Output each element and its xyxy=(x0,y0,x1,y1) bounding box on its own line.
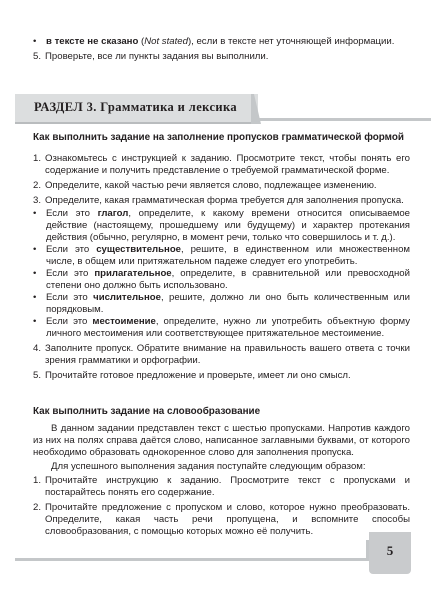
item-text: Прочитайте готовое предложение и проверьте, имеет ли оно смысл. xyxy=(45,370,351,381)
number-marker: 2. xyxy=(33,180,42,191)
bullet-marker: • xyxy=(33,36,37,47)
number-marker: 5. xyxy=(33,370,42,381)
word-formation-heading: Как выполнить задание на словообразование xyxy=(33,406,261,417)
bold-term: прилагательное xyxy=(94,268,172,279)
item-text: Определите, какой частью речи является слово, подлежащее изменению. xyxy=(45,180,377,191)
list-item xyxy=(33,51,410,63)
list-item xyxy=(33,502,410,538)
gap-fill-section xyxy=(33,132,410,382)
word-formation-section xyxy=(33,406,410,538)
text-fragment: Если это xyxy=(46,244,97,255)
bullet-marker: • xyxy=(33,244,37,255)
text-fragment: , решите, должно ли оно быть количественным или порядковым. xyxy=(46,292,411,315)
text-fragment: Если это xyxy=(46,316,93,327)
bold-term: в тексте не сказано xyxy=(46,36,139,47)
bold-term: глагол xyxy=(97,208,129,219)
italic-term: Not stated xyxy=(144,36,188,47)
text-fragment: , определите, нужно ли употребить объектную форму личного местоимения или соответствующее притяжательное местоимение. xyxy=(46,316,410,339)
bold-term: местоимение xyxy=(92,316,156,327)
list-item xyxy=(33,195,410,207)
item-text: Проверьте, все ли пункты задания вы выполнили. xyxy=(45,51,269,62)
section-title: РАЗДЕЛ 3. Грамматика и лексика xyxy=(34,100,238,114)
text-fragment: ( xyxy=(138,36,145,47)
list-item xyxy=(33,208,410,244)
text-fragment: , решите, в единственном или множественном числе, в общем или притяжательном падеже следует его употребить. xyxy=(46,244,411,267)
list-item xyxy=(33,316,410,340)
item-text: Ознакомьтесь с инструкцией к заданию. Просмотрите текст, чтобы понять его содержание и получить представление о требуемой грамматической форме. xyxy=(45,153,410,176)
list-item xyxy=(33,36,410,48)
number-marker: 5. xyxy=(33,51,42,62)
number-marker: 2. xyxy=(33,502,42,513)
text-fragment: Если это xyxy=(46,292,94,303)
top-list xyxy=(33,36,410,63)
list-item xyxy=(33,180,410,192)
number-marker: 1. xyxy=(33,475,42,486)
text-fragment: , определите, к какому времени относится описываемое действие (настоящему, прошедшему или будущему) и характер протекания действия (обычно, регулярно, в момент речи, только что совершилось и т. д.). xyxy=(46,208,410,243)
number-marker: 3. xyxy=(33,195,42,206)
item-text: Определите, какая грамматическая форма требуется для заполнения пропуска. xyxy=(45,195,404,206)
paragraph: В данном задании представлен текст с шестью пропусками. Напротив каждого из них на полях справа даётся слово, написанное заглавными буквами, от которого необходимо образовать однокоренное слово для заполнения пропуска. xyxy=(33,423,410,458)
text-fragment: Если это xyxy=(46,208,98,219)
list-item xyxy=(33,292,410,316)
text-fragment: ), если в тексте нет уточняющей информации. xyxy=(187,36,395,47)
list-item xyxy=(33,370,410,382)
bullet-marker: • xyxy=(33,268,37,279)
number-marker: 1. xyxy=(33,153,42,164)
item-text: Прочитайте предложение с пропуском и слово, которое нужно преобразовать. Определите, какая часть речи пропущена, и вспомните способы словообразования, с помощью которых можно её получить. xyxy=(45,502,410,537)
bullet-marker: • xyxy=(33,208,37,219)
list-item xyxy=(33,244,410,268)
bold-term: существительное xyxy=(96,244,182,255)
footer-rule xyxy=(15,558,367,561)
page-number: 5 xyxy=(386,543,394,558)
banner-rule xyxy=(258,118,431,121)
paragraph: Для успешного выполнения задания поступайте следующим образом: xyxy=(51,461,366,472)
item-text: Заполните пропуск. Обратите внимание на правильность вашего ответа с точки зрения грамматики и орфографии. xyxy=(45,343,410,366)
list-item xyxy=(33,153,410,177)
number-marker: 4. xyxy=(33,343,42,354)
text-fragment: Если это xyxy=(46,268,95,279)
bold-term: числительное xyxy=(93,292,161,303)
text-fragment: , определите, в сравнительной или превосходной степени оно должно быть использовано. xyxy=(46,268,410,291)
list-item xyxy=(33,475,410,499)
bullet-marker: • xyxy=(33,292,37,303)
list-item xyxy=(33,343,410,367)
gap-fill-heading: Как выполнить задание на заполнение пропусков грамматической формой xyxy=(33,132,404,143)
list-item xyxy=(33,268,410,292)
bullet-marker: • xyxy=(33,316,37,327)
item-text: Прочитайте инструкцию к заданию. Просмотрите текст с пропусками и постарайтесь понять его содержание. xyxy=(45,475,410,498)
